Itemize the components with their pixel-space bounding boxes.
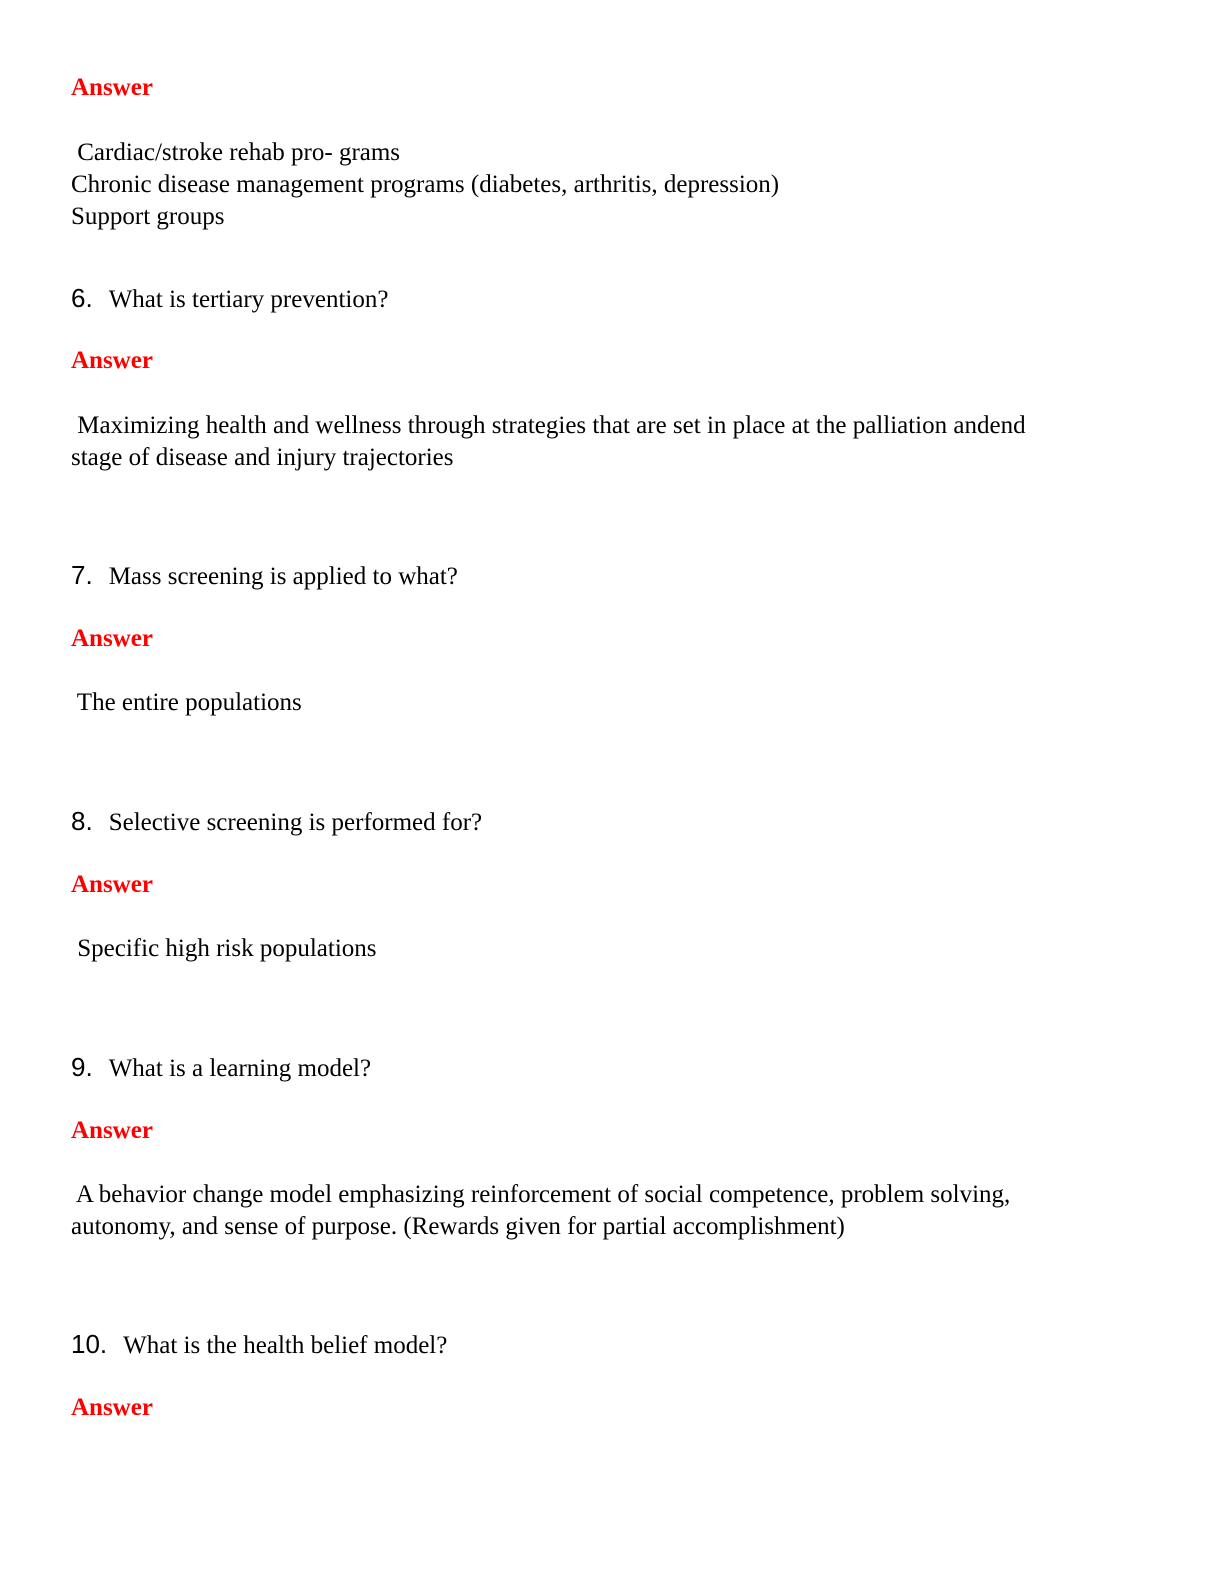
question-number: 10. (71, 1329, 108, 1359)
answer-text (71, 137, 779, 233)
answer-line: Maximizing health and wellness through strategies that are set in place at the palliation andend (71, 412, 1026, 439)
answer-line: A behavior change model emphasizing reinforcement of social competence, problem solving, (71, 1181, 1011, 1208)
answer-line: Chronic disease management programs (diabetes, arthritis, depression) (71, 171, 780, 198)
question-10 (71, 1329, 447, 1360)
answer-text (71, 410, 1026, 474)
question-text: What is a learning model? (108, 1055, 372, 1082)
question-9 (71, 1052, 371, 1083)
answer-label: Answer (71, 1117, 153, 1144)
question-text: What is tertiary prevention? (108, 286, 389, 313)
answer-label: Answer (71, 625, 153, 652)
question-7 (71, 560, 458, 591)
question-8 (71, 806, 482, 837)
question-number: 8. (71, 806, 93, 836)
answer-line: Specific high risk populations (71, 935, 377, 962)
answer-line: The entire populations (71, 689, 302, 716)
answer-text (71, 1179, 1010, 1243)
question-number: 7. (71, 560, 93, 590)
answer-label: Answer (71, 1394, 153, 1421)
answer-line: Cardiac/stroke rehab pro- grams (71, 139, 401, 166)
answer-line: Support groups (71, 203, 225, 230)
answer-label: Answer (71, 871, 153, 898)
answer-label: Answer (71, 347, 153, 374)
answer-line: stage of disease and injury trajectories (71, 444, 454, 471)
question-text: Selective screening is performed for? (108, 809, 483, 836)
question-number: 9. (71, 1052, 93, 1082)
answer-line: autonomy, and sense of purpose. (Rewards given for partial accomplishment) (71, 1213, 845, 1240)
question-number: 6. (71, 283, 93, 313)
question-6 (71, 283, 388, 314)
question-text: Mass screening is applied to what? (108, 563, 458, 590)
question-text: What is the health belief model? (123, 1332, 448, 1359)
answer-label: Answer (71, 74, 153, 101)
answer-text (71, 687, 302, 719)
answer-text (71, 933, 377, 965)
